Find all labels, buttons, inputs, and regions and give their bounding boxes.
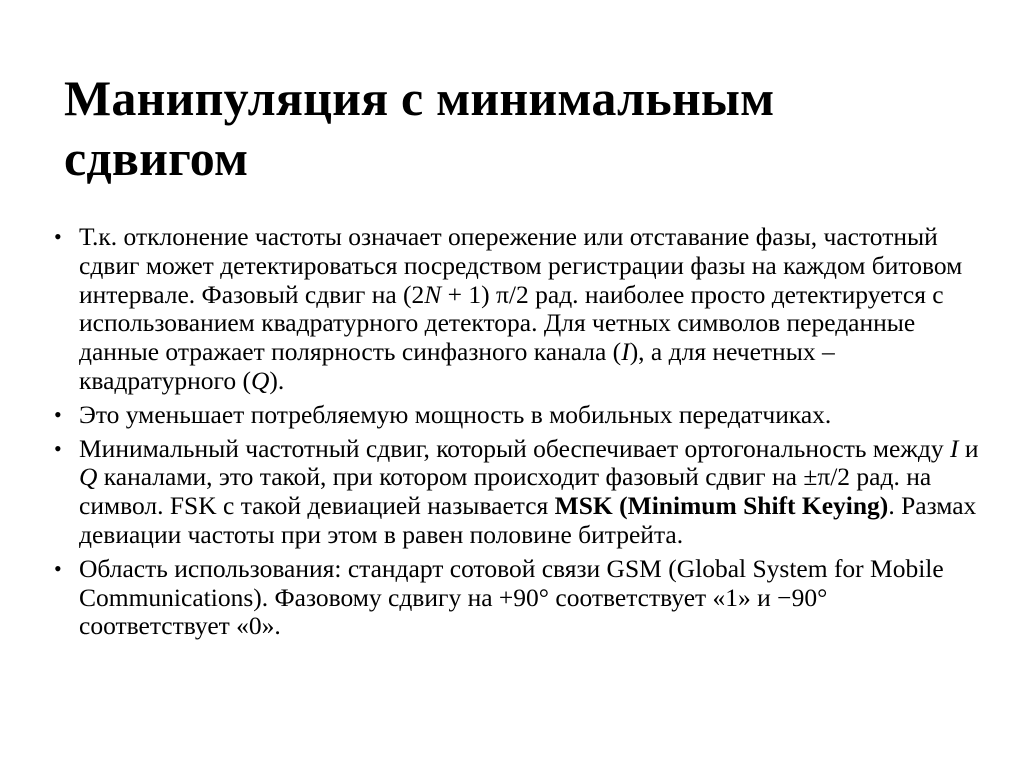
bullet-text: [79, 401, 982, 430]
bold-term: MSK (Minimum Shift Keying): [554, 491, 889, 521]
text-segment: . Размах девиации частоты при этом в равен половине битрейта.: [79, 491, 977, 549]
bullet-dot-icon: •: [54, 435, 62, 461]
italic-symbol: Q: [250, 365, 270, 395]
bullet-dot-icon: •: [54, 555, 62, 581]
text-segment: ).: [269, 365, 285, 395]
bullet-dot-icon: •: [54, 401, 62, 427]
bullet-item: [52, 555, 982, 641]
bullet-item: [52, 435, 982, 550]
bullet-text: [79, 555, 982, 641]
title-line-1: Манипуляция с минимальным: [64, 70, 775, 126]
text-segment: каналами, это такой, при котором происходит фазовый сдвиг на ±π/2 рад. на символ. FSK с такой девиацией называется: [79, 462, 932, 521]
bullet-text: [79, 223, 982, 396]
bullet-dot-icon: •: [54, 224, 62, 249]
italic-symbol: Q: [79, 462, 98, 492]
title-line-2: сдвигом: [64, 130, 249, 186]
italic-symbol: I: [621, 337, 630, 367]
text-segment: + 1) π/2 рад. наиболее просто детектируется с использованием квадратурного детектора. Для четных символов переданные данные отражает полярность синфазного канала (: [79, 279, 944, 367]
bullet-item: [52, 223, 982, 396]
text-segment: и: [958, 433, 979, 463]
page-title: [64, 68, 964, 188]
bullet-item: [52, 401, 982, 430]
text-segment: Минимальный частотный сдвиг, который обеспечивает ортогональность между: [79, 433, 951, 463]
text-segment: Это уменьшает потребляемую мощность в мобильных передатчиках.: [79, 399, 832, 429]
text-segment: Область использования: стандарт сотовой связи GSM (Global System for Mobile Communications). Фазовому сдвигу на +90° соответствует «1» и −90° соответствует «0».: [79, 553, 944, 641]
italic-symbol: I: [950, 433, 959, 463]
bullet-text: [79, 435, 982, 550]
text-segment: Т.к. отклонение частоты означает опережение или отставание фазы, частотный сдвиг может детектироваться посредством регистрации фазы на каждом битовом интервале. Фазовый сдвиг на (2: [79, 222, 963, 309]
italic-symbol: N: [424, 279, 442, 309]
bullet-list: [52, 223, 982, 646]
text-segment: ), а для нечетных – квадратурного (: [79, 337, 835, 395]
